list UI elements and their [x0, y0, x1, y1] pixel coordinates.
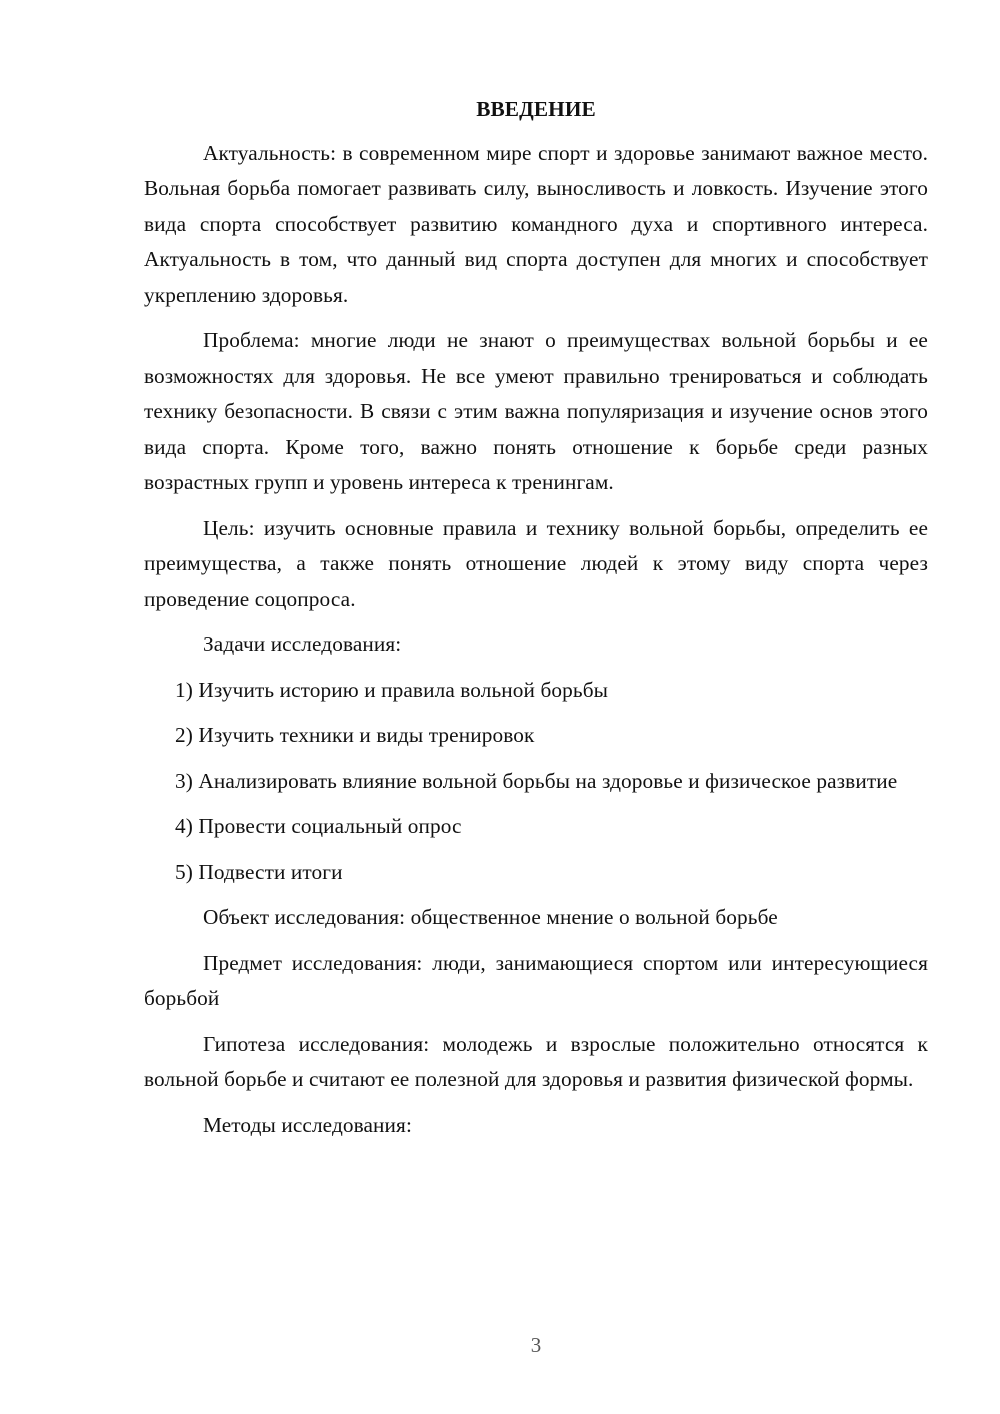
subject-paragraph: Предмет исследования: люди, занимающиеся спортом или интересующиеся борьбой: [144, 950, 928, 1010]
problem-paragraph: Проблема: многие люди не знают о преимуществах вольной борьбы и ее возможностях для здоровья. Не все умеют правильно тренироваться и соблюдать технику безопасности. В связи с этим важна популяризация и изучение основ этого вида спорта. Кроме того, важно понять отношение к борьбе среди разных возрастных групп и уровень интереса к тренингам.: [144, 328, 928, 494]
methods-heading: Методы исследования:: [203, 1112, 412, 1137]
task-item: 5) Подвести итоги: [175, 859, 343, 884]
hypothesis-paragraph: Гипотеза исследования: молодежь и взрослые положительно относятся к вольной борьбе и считают ее полезной для здоровья и развития физической формы.: [144, 1031, 928, 1091]
task-item: 2) Изучить техники и виды тренировок: [175, 723, 535, 747]
task-item: 4) Провести социальный опрос: [175, 814, 462, 838]
page-title: ВВЕДЕНИЕ: [476, 97, 596, 121]
page-number: 3: [530, 1333, 542, 1357]
tasks-heading: Задачи исследования:: [203, 632, 402, 656]
relevance-paragraph: Актуальность: в современном мире спорт и здоровье занимают важное место. Вольная борьба помогает развивать силу, выносливость и ловкость. Изучение этого вида спорта способствует развитию командного духа и спортивного интереса. Актуальность в том, что данный вид спорта доступен для многих и способствует укреплению здоровья.: [144, 140, 928, 307]
task-item: 1) Изучить историю и правила вольной борьбы: [175, 677, 609, 702]
goal-paragraph: Цель: изучить основные правила и технику вольной борьбы, определить ее преимущества, а также понять отношение людей к этому виду спорта через проведение соцопроса.: [144, 515, 928, 611]
page-content: [144, 92, 928, 1153]
object-paragraph: Объект исследования: общественное мнение о вольной борьбе: [203, 905, 778, 929]
task-item: 3) Анализировать влияние вольной борьбы на здоровье и физическое развитие: [175, 768, 898, 793]
